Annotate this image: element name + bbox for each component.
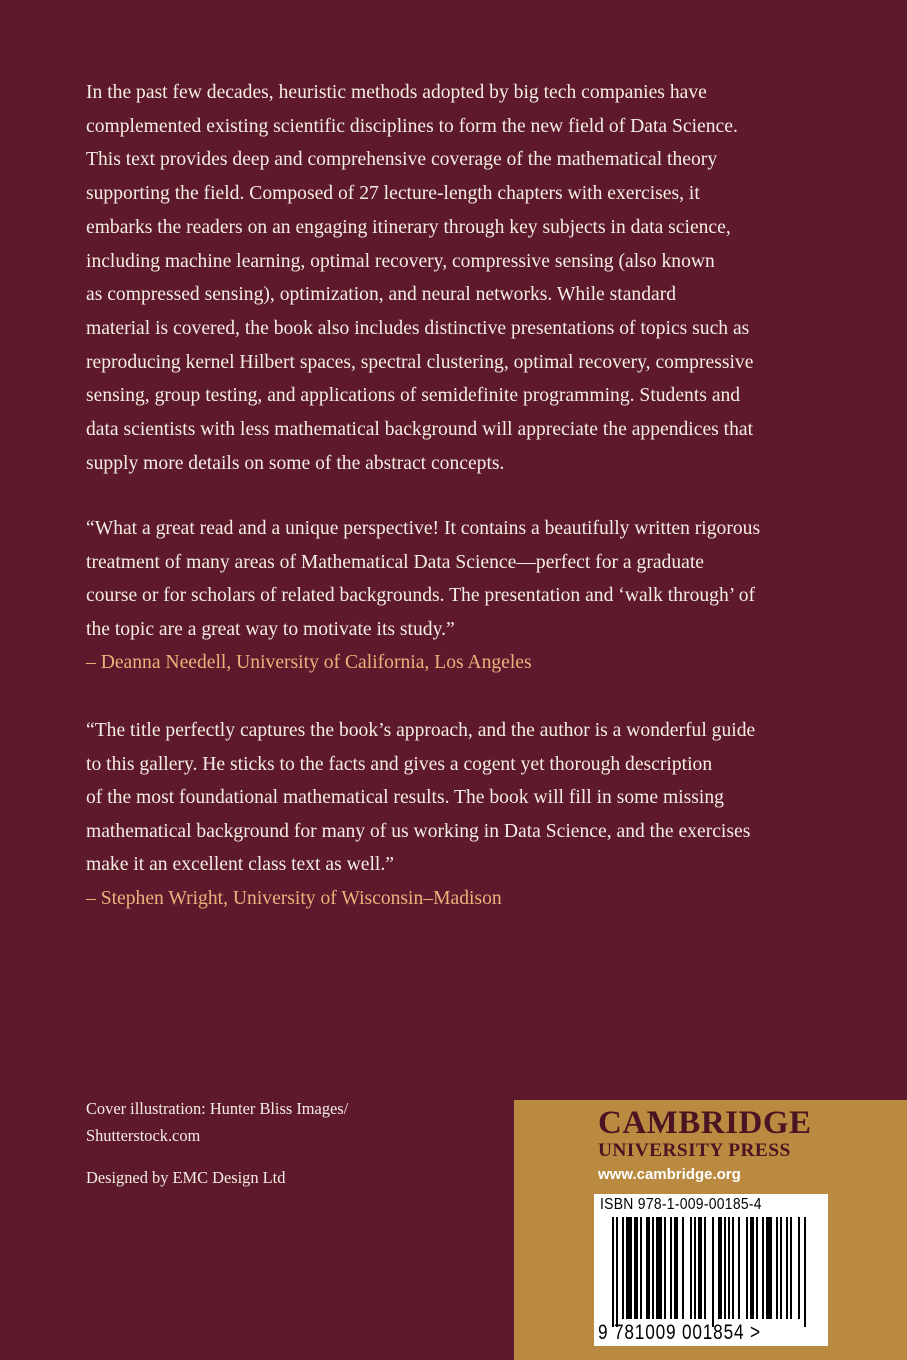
publisher-website: www.cambridge.org [598,1166,741,1183]
barcode-bar [626,1217,632,1319]
barcode-bar [712,1217,714,1327]
publisher-panel [514,1100,907,1360]
barcode-bar [704,1217,706,1319]
review-quote-wright [86,714,824,916]
barcode-bar [786,1217,788,1319]
barcode-bar [640,1217,642,1319]
barcode-bar [682,1217,684,1319]
review-line: to this gallery. He sticks to the facts and gives a cogent yet thorough description [86,753,713,775]
barcode-bar [652,1217,654,1319]
description-line: material is covered, the book also includes distinctive presentations of topics such as [86,317,750,339]
review-line: course or for scholars of related backgrounds. The presentation and ‘walk through’ of [86,585,756,607]
barcode-bar [732,1217,734,1319]
description-line: In the past few decades, heuristic methods adopted by big tech companies have [86,82,707,103]
description-line: including machine learning, optimal recovery, compressive sensing (also known [86,250,715,272]
barcode-bar [634,1217,638,1319]
barcode-bar [612,1217,614,1327]
review-quote-needell [86,512,824,680]
description-line: complemented existing scientific disciplines to form the new field of Data Science. [86,115,738,137]
barcode-bar [718,1217,722,1319]
review-attribution: – Stephen Wright, University of Wisconsin–Madison [86,887,502,909]
barcode-bar [746,1217,748,1319]
cover-illustration-credit [86,1095,348,1149]
review-line: of the most foundational mathematical results. The book will fill in some missing [86,787,724,809]
review-line: make it an excellent class text as well.” [86,854,394,876]
review-line: “What a great read and a unique perspective! It contains a beautifully written rigorous [86,518,761,539]
barcode-bar [670,1217,672,1319]
barcode-bar [776,1217,778,1319]
barcode-bar [762,1217,764,1319]
description-line: sensing, group testing, and applications of semidefinite programming. Students and [86,385,741,407]
publisher-name: CAMBRIDGE [598,1105,812,1141]
description-line: embarks the readers on an engaging itinerary through key subjects in data science, [86,216,731,238]
barcode-bar [664,1217,666,1319]
barcode-bar [766,1217,772,1319]
barcode-bar [728,1217,730,1319]
publisher-subtitle: UNIVERSITY PRESS [598,1140,791,1161]
credit-line: Designed by EMC Design Ltd [86,1168,286,1187]
description-line: This text provides deep and comprehensive coverage of the mathematical theory [86,149,718,171]
description-line: supporting the field. Composed of 27 lecture-length chapters with exercises, it [86,183,700,205]
description-line: as compressed sensing), optimization, and neural networks. While standard [86,284,677,306]
barcode-bar [656,1217,662,1319]
barcode-digits: 9 781009 001854 > [598,1321,761,1344]
credit-line: Shutterstock.com [86,1126,201,1145]
review-line: mathematical background for many of us working in Data Science, and the exercises [86,820,751,842]
isbn-barcode [594,1194,828,1346]
description-line: data scientists with less mathematical background will appreciate the appendices that [86,419,754,441]
barcode-bar [694,1217,696,1319]
barcode-bar [674,1217,678,1319]
barcode-bar [790,1217,792,1319]
barcode-bar [724,1217,726,1319]
barcode-bar [756,1217,758,1319]
isbn-number: ISBN 978-1-009-00185-4 [600,1196,762,1213]
review-line: treatment of many areas of Mathematical Data Science—perfect for a graduate [86,551,704,573]
barcode-bar [798,1217,800,1319]
barcode-bar [698,1217,702,1319]
design-credit [86,1164,285,1191]
book-description [86,76,824,480]
barcode-bar [738,1217,740,1319]
barcode-bar [616,1217,618,1327]
barcode-bar [780,1217,782,1319]
description-line: supply more details on some of the abstract concepts. [86,452,505,474]
barcode-bar [622,1217,624,1319]
credit-line: Cover illustration: Hunter Bliss Images/ [86,1099,349,1118]
barcode-bar [804,1217,806,1327]
barcode-bar [646,1217,650,1319]
barcode-bar [690,1217,692,1319]
review-line: “The title perfectly captures the book’s approach, and the author is a wonderful guide [86,720,756,741]
review-line: the topic are a great way to motivate its study.” [86,618,455,640]
description-line: reproducing kernel Hilbert spaces, spectral clustering, optimal recovery, compressive [86,351,754,373]
barcode-bar [750,1217,754,1319]
review-attribution: – Deanna Needell, University of California, Los Angeles [86,652,532,674]
